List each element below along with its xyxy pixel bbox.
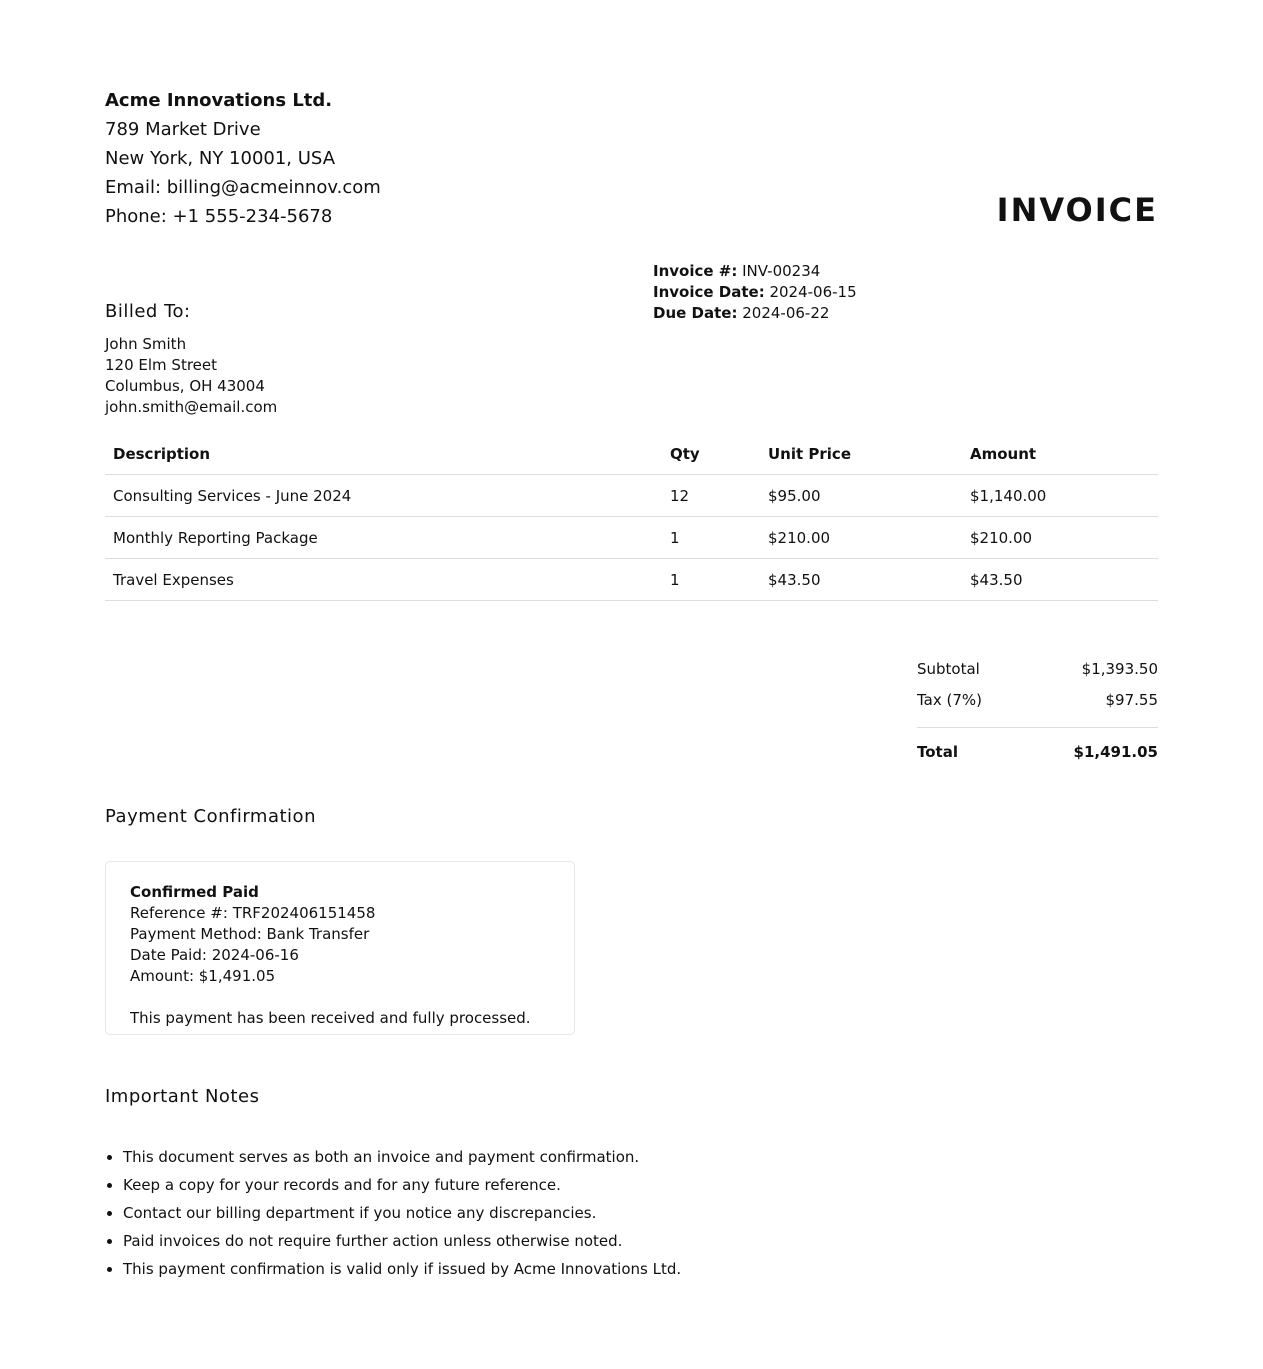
invoice-title: INVOICE	[996, 191, 1158, 229]
row-unit-price: $210.00	[760, 517, 962, 559]
header-unit-price: Unit Price	[760, 433, 962, 475]
invoice-number-label: Invoice #:	[653, 262, 738, 280]
totals-summary	[917, 657, 1158, 771]
row-description: Consulting Services - June 2024	[105, 475, 662, 517]
invoice-date-row	[653, 282, 857, 303]
company-info	[105, 86, 381, 231]
invoice-date-value: 2024-06-15	[769, 283, 857, 301]
list-item: • Paid invoices do not require further action unless otherwise noted.	[123, 1227, 1023, 1255]
table-header-row	[105, 433, 1158, 475]
company-address-line-1: 789 Market Drive	[105, 119, 261, 140]
row-qty: 1	[662, 517, 760, 559]
billed-to-details	[105, 334, 277, 418]
row-amount: $43.50	[962, 559, 1158, 601]
row-unit-price: $43.50	[760, 559, 962, 601]
line-items-table	[105, 433, 1158, 601]
list-item: • This document serves as both an invoice and payment confirmation.	[123, 1143, 1023, 1171]
company-email: Email: billing@acmeinnov.com	[105, 177, 381, 198]
tax-label: Tax (7%)	[917, 691, 983, 709]
list-item: • Contact our billing department if you notice any discrepancies.	[123, 1199, 1023, 1227]
company-name: Acme Innovations Ltd.	[105, 90, 333, 111]
table-row	[105, 475, 1158, 517]
notes-list	[105, 1143, 1023, 1283]
invoice-number-value: INV-00234	[742, 262, 821, 280]
tax-value: $97.55	[1105, 691, 1158, 709]
row-qty: 1	[662, 559, 760, 601]
table-row	[105, 559, 1158, 601]
due-date-label: Due Date:	[653, 304, 738, 322]
payment-reference: Reference #: TRF202406151458	[130, 904, 376, 922]
subtotal-label: Subtotal	[917, 660, 980, 678]
client-email: john.smith@email.com	[105, 398, 278, 416]
invoice-meta	[653, 261, 857, 324]
company-phone: Phone: +1 555-234-5678	[105, 206, 333, 227]
payment-confirmation-heading: Payment Confirmation	[105, 806, 316, 827]
total-label: Total	[917, 743, 958, 761]
total-value: $1,491.05	[1073, 743, 1158, 761]
tax-row	[917, 688, 1158, 719]
total-row	[917, 740, 1158, 771]
row-qty: 12	[662, 475, 760, 517]
row-description: Monthly Reporting Package	[105, 517, 662, 559]
payment-method: Payment Method: Bank Transfer	[130, 925, 370, 943]
header-qty: Qty	[662, 433, 760, 475]
list-item: • Keep a copy for your records and for any future reference.	[123, 1171, 1023, 1199]
invoice-date-label: Invoice Date:	[653, 283, 765, 301]
payment-spacer	[130, 987, 550, 1008]
client-city: Columbus, OH 43004	[105, 377, 265, 395]
company-address-line-2: New York, NY 10001, USA	[105, 148, 336, 169]
row-unit-price: $95.00	[760, 475, 962, 517]
due-date-row	[653, 303, 857, 324]
row-description: Travel Expenses	[105, 559, 662, 601]
table-row	[105, 517, 1158, 559]
payment-confirmation-box	[105, 861, 575, 1035]
payment-status: Confirmed Paid	[130, 883, 259, 901]
subtotal-row	[917, 657, 1158, 688]
header-amount: Amount	[962, 433, 1158, 475]
payment-amount: Amount: $1,491.05	[130, 967, 276, 985]
client-name: John Smith	[105, 335, 187, 353]
invoice-number-row	[653, 261, 857, 282]
header-description: Description	[105, 433, 662, 475]
due-date-value: 2024-06-22	[742, 304, 830, 322]
billed-to-heading: Billed To:	[105, 301, 191, 322]
payment-message: This payment has been received and fully processed.	[130, 1009, 531, 1027]
row-amount: $210.00	[962, 517, 1158, 559]
totals-divider	[917, 727, 1158, 740]
important-notes-heading: Important Notes	[105, 1086, 260, 1107]
subtotal-value: $1,393.50	[1081, 660, 1158, 678]
payment-date: Date Paid: 2024-06-16	[130, 946, 299, 964]
row-amount: $1,140.00	[962, 475, 1158, 517]
client-street: 120 Elm Street	[105, 356, 218, 374]
list-item: • This payment confirmation is valid only if issued by Acme Innovations Ltd.	[123, 1255, 1023, 1283]
